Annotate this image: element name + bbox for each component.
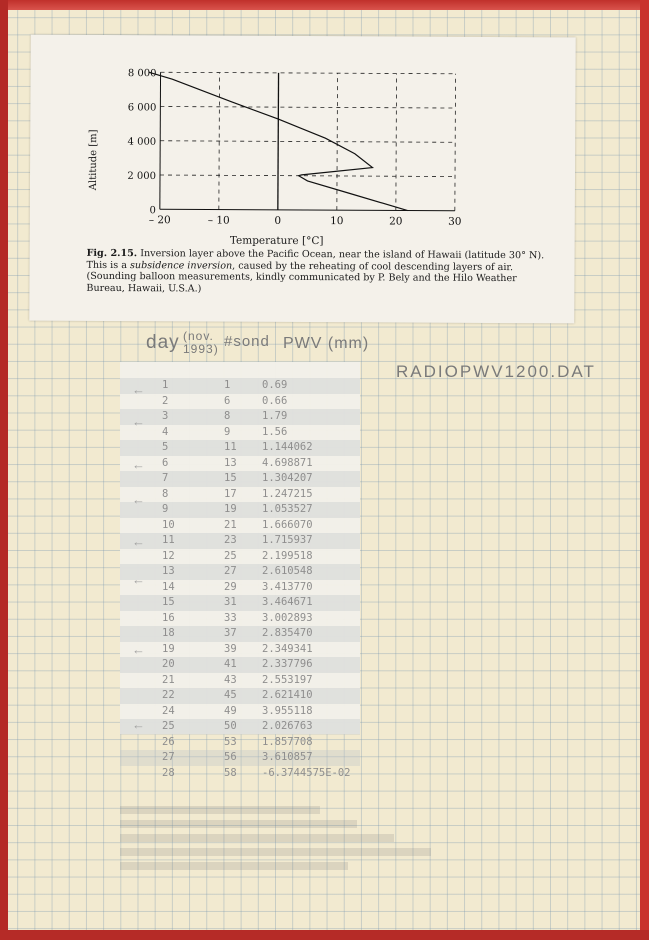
cell-pwv: 2.349341	[262, 642, 313, 655]
figure-clipping	[29, 35, 575, 324]
cell-pwv: 3.002893	[262, 611, 313, 624]
table-row	[120, 688, 360, 704]
cell-sond: 6	[224, 394, 231, 407]
cell-day: 4	[162, 425, 169, 438]
notebook-spine-edge	[0, 0, 8, 940]
table-row	[120, 440, 360, 456]
cell-day: 27	[162, 751, 175, 763]
cell-sond: 43	[224, 673, 237, 686]
cell-sond: 8	[224, 410, 231, 422]
cell-pwv: 3.955118	[262, 704, 313, 717]
cell-day: 11	[162, 534, 175, 546]
table-row	[120, 456, 360, 472]
cell-day: 13	[162, 565, 175, 577]
cell-sond: 39	[224, 642, 237, 655]
handwritten-month-header: (nov. 1993)	[183, 329, 219, 356]
notebook-cover-top-edge	[0, 0, 649, 10]
cell-pwv: 0.69	[262, 379, 288, 391]
table-row	[120, 580, 360, 596]
table-row	[120, 595, 360, 611]
cell-sond: 25	[224, 549, 237, 562]
cell-sond: 37	[224, 627, 237, 639]
pencil-tick-mark: ←	[132, 457, 145, 472]
cell-sond: 41	[224, 658, 237, 670]
x-axis-line	[160, 209, 455, 211]
cell-pwv: 2.199518	[262, 549, 313, 562]
cell-sond: 58	[224, 766, 237, 779]
cell-sond: 29	[224, 580, 237, 593]
table-row	[120, 626, 360, 642]
table-row	[120, 735, 360, 751]
y-tick-label: 4 000	[127, 136, 157, 148]
grid-line-vertical	[455, 74, 456, 211]
pencil-tick-mark: ←	[132, 414, 145, 429]
cell-day: 21	[162, 673, 175, 686]
bleedthrough-bar	[120, 848, 431, 856]
cell-pwv: 1.304207	[262, 472, 313, 484]
cell-day: 9	[162, 503, 169, 515]
table-row	[120, 502, 360, 518]
cell-day: 14	[162, 580, 175, 593]
cell-day: 2	[162, 394, 169, 407]
pencil-tick-mark: ←	[132, 492, 145, 507]
table-row	[120, 704, 360, 720]
cell-pwv: 1.666070	[262, 518, 313, 531]
cell-sond: 23	[224, 534, 237, 546]
zero-celsius-line	[278, 73, 279, 210]
cell-day: 6	[162, 456, 169, 469]
cell-day: 5	[162, 441, 169, 453]
bleedthrough-bar	[120, 820, 357, 828]
notebook-cover-right-edge	[640, 0, 649, 940]
caption-figure-number: Fig. 2.15.	[86, 247, 138, 260]
cell-pwv: 2.610548	[262, 565, 313, 577]
cell-day: 7	[162, 472, 169, 484]
printout-table	[120, 362, 360, 779]
cell-pwv: 1.56	[262, 425, 288, 438]
x-tick-label: 10	[330, 215, 344, 228]
table-row	[120, 766, 360, 782]
table-row	[120, 533, 360, 549]
cell-pwv: 3.464671	[262, 596, 313, 608]
cell-pwv: 3.413770	[262, 580, 313, 593]
grid-line-horizontal	[160, 175, 455, 177]
y-tick-label: 2 000	[127, 170, 157, 182]
cell-day: 1	[162, 379, 169, 391]
bleedthrough-bar	[120, 862, 348, 870]
cell-day: 15	[162, 596, 175, 608]
cell-day: 10	[162, 518, 175, 531]
cell-day: 8	[162, 487, 169, 500]
cell-pwv: 1.857708	[262, 735, 313, 748]
cell-pwv: 1.247215	[262, 487, 313, 500]
cell-day: 12	[162, 549, 175, 562]
y-tick-label: 6 000	[127, 102, 157, 114]
handwritten-filename: RADIOPWV1200.DAT	[396, 362, 596, 381]
cell-sond: 1	[224, 379, 231, 391]
cell-sond: 19	[224, 503, 237, 515]
cell-day: 3	[162, 410, 169, 422]
caption-text-2: , caused by the reheating of cool descending layers of air. (Sounding balloon measurements, kindly communicated by P. Bely and the Hilo Weather Bureau, Hawaii, U.S.A.)	[86, 260, 517, 295]
table-row	[120, 394, 360, 410]
cell-pwv: -6.3744575E-02	[262, 766, 351, 779]
cell-pwv: 2.337796	[262, 658, 313, 670]
table-row	[120, 378, 360, 394]
table-row	[120, 657, 360, 673]
cell-pwv: 1.053527	[262, 503, 313, 515]
cell-day: 18	[162, 627, 175, 639]
x-tick-label: – 10	[207, 214, 230, 227]
cell-pwv: 1.715937	[262, 534, 313, 546]
chart-tick-labels	[127, 68, 462, 228]
x-axis-label: Temperature [°C]	[229, 234, 324, 248]
cell-day: 20	[162, 658, 175, 670]
cell-pwv: 2.026763	[262, 720, 313, 732]
cell-day: 19	[162, 642, 175, 655]
grid-line-horizontal	[160, 141, 455, 143]
cell-sond: 9	[224, 425, 231, 438]
grid-line-horizontal	[161, 72, 456, 74]
pencil-tick-mark: ←	[132, 572, 145, 587]
caption-text-1: Inversion layer above the Pacific Ocean, near the island of Hawaii (latitude 30° N). This is a	[86, 248, 545, 271]
cell-pwv: 2.621410	[262, 689, 313, 701]
pencil-tick-mark: ←	[132, 717, 145, 732]
grid-line-horizontal	[160, 107, 455, 109]
table-row	[120, 409, 360, 425]
notebook-cover-bottom-edge	[0, 930, 649, 940]
cell-pwv: 4.698871	[262, 456, 313, 469]
faded-bleedthrough-text	[120, 800, 450, 890]
y-axis-label: Altitude [m]	[87, 129, 100, 191]
cell-day: 16	[162, 611, 175, 624]
handwritten-sond-header: #sond	[224, 333, 270, 350]
table-row	[120, 642, 360, 658]
cell-sond: 33	[224, 611, 237, 624]
caption-italic-term: subsidence inversion	[129, 259, 233, 272]
cell-sond: 13	[224, 456, 237, 469]
table-row	[120, 673, 360, 689]
cell-sond: 11	[224, 441, 237, 453]
table-row	[120, 518, 360, 534]
table-row	[120, 425, 360, 441]
table-row	[120, 487, 360, 503]
cell-day: 24	[162, 704, 175, 717]
handwritten-day-header: day	[146, 332, 180, 353]
x-tick-label: 20	[389, 215, 403, 228]
chart-grid	[160, 72, 456, 211]
pencil-tick-mark: ←	[132, 534, 145, 549]
cell-day: 26	[162, 735, 175, 748]
cell-sond: 21	[224, 518, 237, 531]
y-tick-label: 0	[149, 205, 156, 217]
table-row	[120, 750, 360, 766]
x-tick-label: 0	[274, 214, 282, 227]
x-tick-label: 30	[448, 215, 462, 228]
cell-pwv: 0.66	[262, 394, 288, 407]
bleedthrough-bar	[120, 806, 320, 814]
bleedthrough-bar	[120, 834, 394, 842]
cell-sond: 45	[224, 689, 237, 701]
cell-day: 28	[162, 766, 175, 779]
cell-sond: 27	[224, 565, 237, 577]
pencil-tick-mark: ←	[132, 642, 145, 657]
cell-pwv: 2.553197	[262, 673, 313, 686]
x-tick-label: – 20	[148, 214, 171, 227]
cell-pwv: 2.835470	[262, 627, 313, 639]
table-row	[120, 471, 360, 487]
table-row	[120, 719, 360, 735]
cell-sond: 56	[224, 751, 237, 763]
cell-sond: 15	[224, 472, 237, 484]
y-tick-label: 8 000	[127, 68, 157, 80]
cell-sond: 31	[224, 596, 237, 608]
cell-sond: 49	[224, 704, 237, 717]
cell-day: 22	[162, 689, 175, 701]
handwritten-pwv-header: PWV (mm)	[283, 335, 370, 352]
cell-pwv: 1.79	[262, 410, 288, 422]
table-row	[120, 564, 360, 580]
table-row	[120, 611, 360, 627]
cell-pwv: 3.610857	[262, 751, 313, 763]
cell-pwv: 1.144062	[262, 441, 313, 453]
y-axis-line	[160, 72, 161, 209]
cell-sond: 50	[224, 720, 237, 732]
cell-sond: 53	[224, 735, 237, 748]
figure-caption	[86, 248, 556, 297]
cell-day: 25	[162, 720, 175, 732]
inversion-chart	[30, 35, 576, 253]
cell-sond: 17	[224, 487, 237, 500]
pencil-tick-mark: ←	[132, 382, 145, 397]
table-row	[120, 549, 360, 565]
